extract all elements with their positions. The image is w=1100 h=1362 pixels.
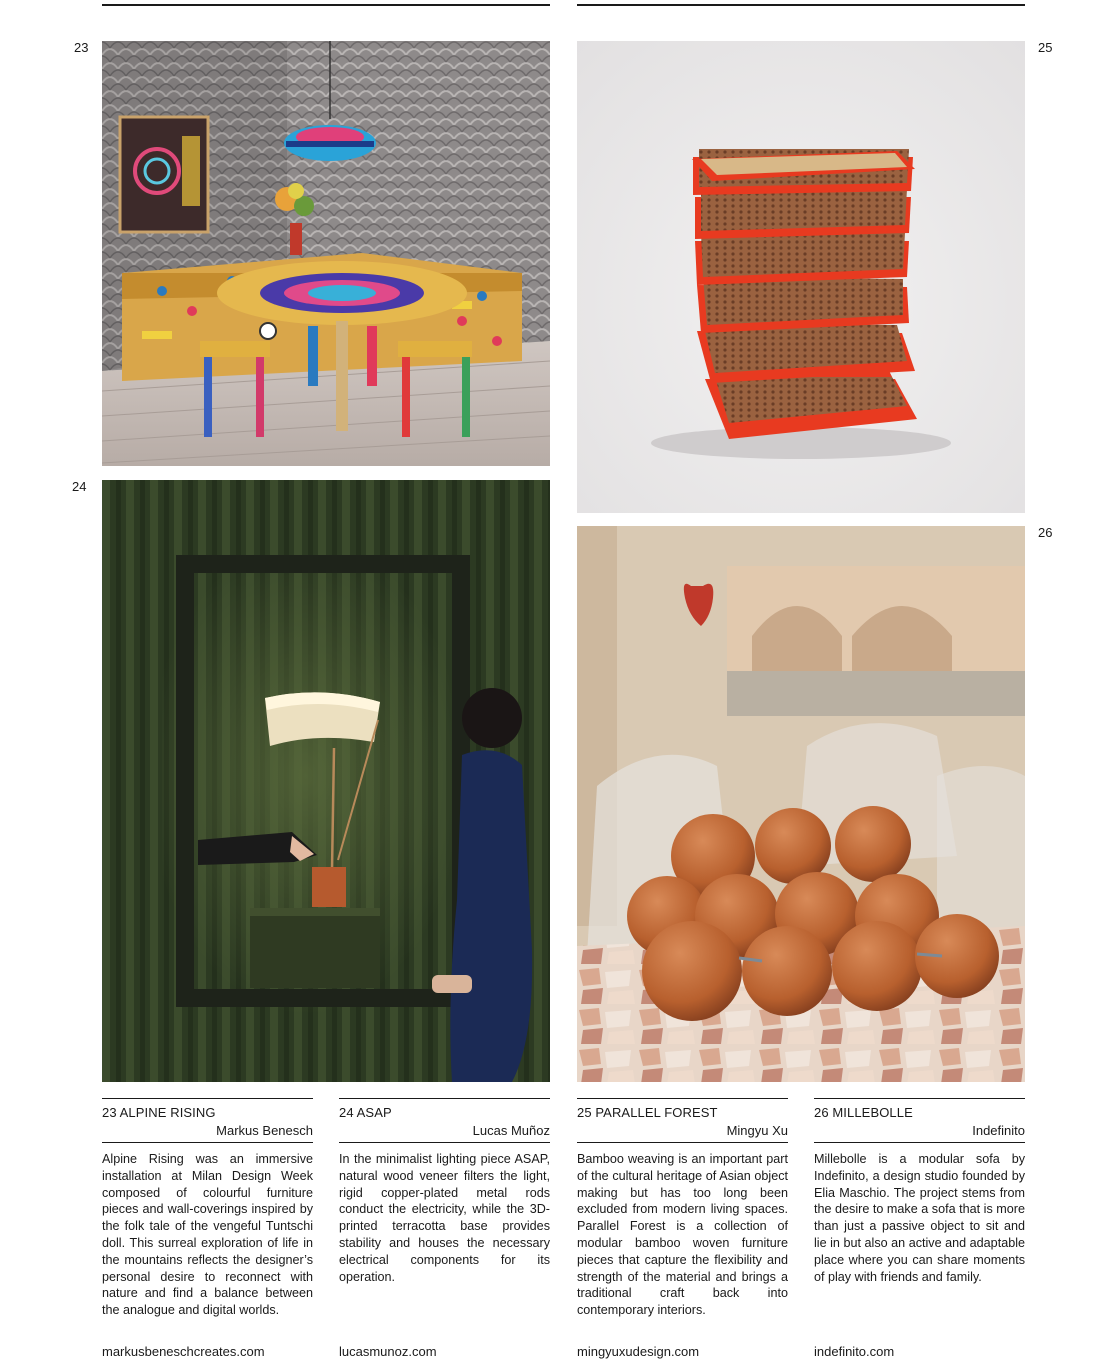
top-rule-right — [577, 4, 1025, 6]
top-rule-left — [102, 4, 550, 6]
caption-body: Alpine Rising was an immersive installation at Milan Design Week composed of colourful furniture pieces and wall-coverings inspired by the folk tale of the vengeful Tuntschi doll. This surreal exploration of life in the mountains reflects the designer’s personal desire to reconnect with nature and find a balance between the analogue and digital worlds. — [102, 1152, 313, 1318]
caption-designer: Markus Benesch — [216, 1123, 313, 1138]
figure-number-24: 24 — [72, 479, 87, 494]
alpine-rising-photo — [102, 41, 550, 466]
figure-number-23: 23 — [74, 40, 89, 55]
figure-number-26: 26 — [1038, 525, 1053, 540]
caption-url-link[interactable]: indefinito.com — [814, 1344, 895, 1359]
parallel-forest-photo — [577, 41, 1025, 513]
asap-lamp-photo — [102, 480, 550, 1082]
figure-number-25: 25 — [1038, 40, 1053, 55]
caption-top-rule — [577, 1098, 788, 1099]
caption-alpine-rising — [102, 1098, 313, 1359]
caption-top-rule — [102, 1098, 313, 1099]
caption-parallel-forest — [577, 1098, 788, 1359]
caption-url-link[interactable]: markusbeneschcreates.com — [102, 1344, 265, 1359]
caption-body: Bamboo weaving is an important part of the cultural heritage of Asian object making but has too long been excluded from modern living spaces. Parallel Forest is a collection of modular bamboo woven furniture pieces that capture the flexibility and strength of the material and brings a traditional craft back into contemporary interiors. — [577, 1152, 788, 1318]
caption-designer: Lucas Muñoz — [472, 1123, 550, 1138]
caption-top-rule — [814, 1098, 1025, 1099]
caption-body: In the minimalist lighting piece ASAP, natural wood veneer filters the light, rigid copper-plated metal rods conduct the electricity, while the 3D-printed terracotta base provides stability and houses the necessary electrical components for its operation. — [339, 1152, 550, 1284]
caption-title: 26 MILLEBOLLE — [814, 1105, 913, 1120]
caption-url-link[interactable]: mingyuxudesign.com — [577, 1344, 700, 1359]
caption-title: 24 ASAP — [339, 1105, 392, 1120]
caption-url-link[interactable]: lucasmunoz.com — [339, 1344, 437, 1359]
caption-divider — [102, 1142, 313, 1143]
caption-title: 25 PARALLEL FOREST — [577, 1105, 718, 1120]
caption-title: 23 ALPINE RISING — [102, 1105, 216, 1120]
caption-divider — [577, 1142, 788, 1143]
caption-body: Millebolle is a modular sofa by Indefinito, a design studio founded by Elia Maschio. The project stems from the desire to make a sofa that is more than just a passive object to sit and lie in but also an active and adaptable place where you can share moments of play with friends and family. — [814, 1152, 1025, 1284]
millebolle-photo — [577, 526, 1025, 1082]
caption-asap — [339, 1098, 550, 1359]
caption-divider — [814, 1142, 1025, 1143]
caption-top-rule — [339, 1098, 550, 1099]
caption-designer: Mingyu Xu — [726, 1123, 788, 1138]
caption-divider — [339, 1142, 550, 1143]
caption-millebolle — [814, 1098, 1025, 1359]
caption-designer: Indefinito — [972, 1123, 1025, 1138]
